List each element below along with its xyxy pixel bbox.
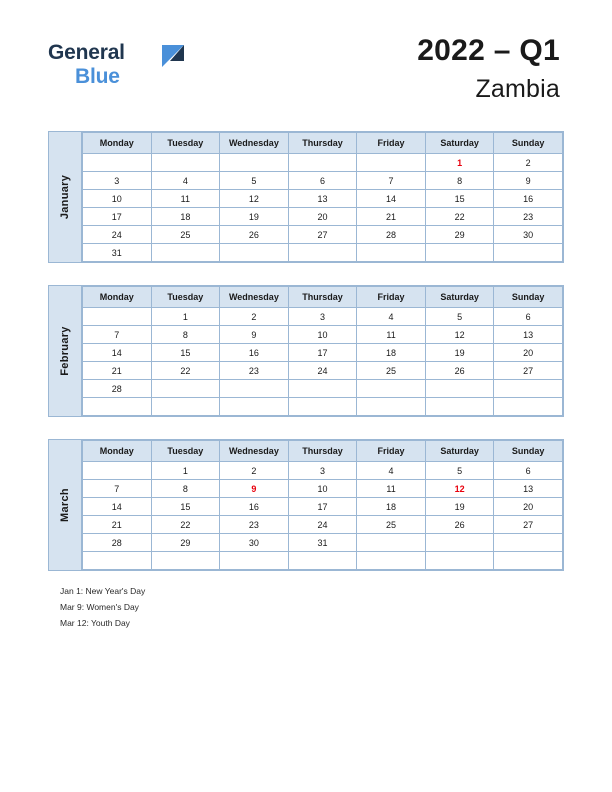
calendar-day-cell: 1 <box>425 154 494 172</box>
calendar-day-cell: 20 <box>494 498 563 516</box>
weekday-monday: Monday <box>83 441 152 462</box>
calendar-day-cell: 24 <box>83 226 152 244</box>
calendar-day-cell: 12 <box>425 326 494 344</box>
calendar-day-cell: 14 <box>357 190 426 208</box>
calendar-day-cell: 20 <box>288 208 357 226</box>
calendar-week-row <box>83 462 563 480</box>
calendar-week-row <box>83 380 563 398</box>
calendar-day-cell: 7 <box>357 172 426 190</box>
weekday-wednesday: Wednesday <box>220 441 289 462</box>
calendar-day-cell: 19 <box>425 498 494 516</box>
calendar-table-january <box>82 132 563 262</box>
calendar-empty-cell <box>288 398 357 416</box>
month-block-january <box>48 131 564 263</box>
calendar-day-cell: 13 <box>494 326 563 344</box>
calendar-empty-cell <box>151 244 220 262</box>
calendar-body <box>83 462 563 570</box>
calendar-day-cell: 28 <box>83 380 152 398</box>
calendar-day-cell: 3 <box>288 308 357 326</box>
weekday-friday: Friday <box>357 287 426 308</box>
calendar-week-row <box>83 498 563 516</box>
holiday-legend-item: Jan 1: New Year's Day <box>60 586 146 596</box>
calendar-empty-cell <box>151 154 220 172</box>
calendar-day-cell: 26 <box>425 516 494 534</box>
month-name: March <box>59 488 71 522</box>
page-title: 2022 – Q1 <box>417 34 560 67</box>
calendar-day-cell: 19 <box>425 344 494 362</box>
calendar-day-cell: 17 <box>288 498 357 516</box>
calendar-empty-cell <box>288 552 357 570</box>
calendar-day-cell: 2 <box>220 308 289 326</box>
calendar-day-cell: 30 <box>494 226 563 244</box>
calendar-day-cell: 22 <box>151 516 220 534</box>
month-label-march <box>49 440 82 570</box>
calendar-day-cell: 3 <box>288 462 357 480</box>
page-subtitle-country: Zambia <box>475 75 560 103</box>
page-title-block <box>417 34 560 104</box>
calendar-day-cell: 31 <box>288 534 357 552</box>
month-block-february <box>48 285 564 417</box>
calendar-day-cell: 8 <box>151 326 220 344</box>
calendar-empty-cell <box>357 380 426 398</box>
calendar-day-cell: 17 <box>288 344 357 362</box>
weekday-sunday: Sunday <box>494 441 563 462</box>
calendar-empty-cell <box>220 552 289 570</box>
calendar-week-row <box>83 398 563 416</box>
calendar-empty-cell <box>83 552 152 570</box>
calendar-empty-cell <box>83 308 152 326</box>
calendar-week-row <box>83 244 563 262</box>
calendar-day-cell: 6 <box>288 172 357 190</box>
month-block-march <box>48 439 564 571</box>
calendar-day-cell: 7 <box>83 326 152 344</box>
logo-text-general: General <box>48 41 125 64</box>
calendar-empty-cell <box>357 244 426 262</box>
calendar-empty-cell <box>425 552 494 570</box>
calendar-day-cell: 6 <box>494 462 563 480</box>
weekday-saturday: Saturday <box>425 441 494 462</box>
calendar-empty-cell <box>220 244 289 262</box>
calendar-empty-cell <box>83 462 152 480</box>
calendar-week-row <box>83 344 563 362</box>
calendar-day-cell: 12 <box>425 480 494 498</box>
calendar-empty-cell <box>425 244 494 262</box>
calendar-day-cell: 8 <box>425 172 494 190</box>
calendar-day-cell: 25 <box>151 226 220 244</box>
calendar-day-cell: 28 <box>357 226 426 244</box>
calendar-empty-cell <box>288 380 357 398</box>
calendar-day-cell: 12 <box>220 190 289 208</box>
calendar-empty-cell <box>288 244 357 262</box>
weekday-header-row <box>83 287 563 308</box>
calendar-empty-cell <box>220 154 289 172</box>
calendar-day-cell: 31 <box>83 244 152 262</box>
calendar-day-cell: 9 <box>220 480 289 498</box>
calendar-empty-cell <box>220 398 289 416</box>
calendar-day-cell: 29 <box>151 534 220 552</box>
calendar-empty-cell <box>357 154 426 172</box>
calendar-day-cell: 4 <box>151 172 220 190</box>
calendar-empty-cell <box>83 154 152 172</box>
calendar-empty-cell <box>151 398 220 416</box>
calendar-day-cell: 26 <box>425 362 494 380</box>
triangle-flag-mark-icon <box>160 43 186 69</box>
weekday-wednesday: Wednesday <box>220 287 289 308</box>
calendar-empty-cell <box>151 552 220 570</box>
calendar-day-cell: 26 <box>220 226 289 244</box>
holiday-legend-item: Mar 12: Youth Day <box>60 618 130 628</box>
calendar-day-cell: 10 <box>288 480 357 498</box>
weekday-header-row <box>83 133 563 154</box>
calendar-empty-cell <box>494 534 563 552</box>
weekday-monday: Monday <box>83 133 152 154</box>
weekday-friday: Friday <box>357 441 426 462</box>
weekday-thursday: Thursday <box>288 441 357 462</box>
weekday-saturday: Saturday <box>425 287 494 308</box>
calendar-empty-cell <box>357 534 426 552</box>
calendar-day-cell: 21 <box>83 362 152 380</box>
calendar-table-february <box>82 286 563 416</box>
calendar-body <box>83 308 563 416</box>
calendar-day-cell: 9 <box>494 172 563 190</box>
calendar-day-cell: 25 <box>357 516 426 534</box>
calendar-day-cell: 19 <box>220 208 289 226</box>
calendar-week-row <box>83 326 563 344</box>
month-label-february <box>49 286 82 416</box>
calendar-day-cell: 2 <box>494 154 563 172</box>
calendar-day-cell: 9 <box>220 326 289 344</box>
calendar-day-cell: 22 <box>151 362 220 380</box>
logo-text-blue: Blue <box>75 65 120 88</box>
calendar-day-cell: 11 <box>151 190 220 208</box>
calendar-week-row <box>83 190 563 208</box>
calendar-day-cell: 5 <box>425 308 494 326</box>
calendar-week-row <box>83 480 563 498</box>
calendar-day-cell: 30 <box>220 534 289 552</box>
calendar-week-row <box>83 516 563 534</box>
holiday-legend-item: Mar 9: Women's Day <box>60 602 139 612</box>
calendar-day-cell: 15 <box>151 498 220 516</box>
calendar-day-cell: 18 <box>151 208 220 226</box>
calendar-day-cell: 28 <box>83 534 152 552</box>
weekday-thursday: Thursday <box>288 287 357 308</box>
calendar-day-cell: 13 <box>494 480 563 498</box>
calendar-day-cell: 16 <box>220 498 289 516</box>
calendar-day-cell: 29 <box>425 226 494 244</box>
calendar-day-cell: 17 <box>83 208 152 226</box>
calendar-day-cell: 10 <box>83 190 152 208</box>
calendar-day-cell: 1 <box>151 308 220 326</box>
weekday-tuesday: Tuesday <box>151 441 220 462</box>
calendar-day-cell: 8 <box>151 480 220 498</box>
calendar-empty-cell <box>83 398 152 416</box>
calendar-empty-cell <box>220 380 289 398</box>
weekday-sunday: Sunday <box>494 287 563 308</box>
calendar-week-row <box>83 362 563 380</box>
calendar-day-cell: 22 <box>425 208 494 226</box>
calendar-day-cell: 24 <box>288 362 357 380</box>
calendar-day-cell: 10 <box>288 326 357 344</box>
calendar-day-cell: 15 <box>425 190 494 208</box>
calendar-day-cell: 27 <box>288 226 357 244</box>
calendar-day-cell: 14 <box>83 498 152 516</box>
weekday-sunday: Sunday <box>494 133 563 154</box>
calendar-day-cell: 16 <box>220 344 289 362</box>
calendar-empty-cell <box>151 380 220 398</box>
calendar-empty-cell <box>425 534 494 552</box>
month-label-january <box>49 132 82 262</box>
calendar-day-cell: 3 <box>83 172 152 190</box>
weekday-friday: Friday <box>357 133 426 154</box>
calendar-empty-cell <box>425 398 494 416</box>
calendar-day-cell: 2 <box>220 462 289 480</box>
calendar-day-cell: 4 <box>357 308 426 326</box>
calendar-day-cell: 23 <box>220 362 289 380</box>
calendar-day-cell: 21 <box>357 208 426 226</box>
calendar-day-cell: 6 <box>494 308 563 326</box>
calendar-empty-cell <box>494 552 563 570</box>
calendar-day-cell: 4 <box>357 462 426 480</box>
weekday-thursday: Thursday <box>288 133 357 154</box>
calendar-day-cell: 24 <box>288 516 357 534</box>
calendar-week-row <box>83 154 563 172</box>
calendar-week-row <box>83 308 563 326</box>
calendar-empty-cell <box>288 154 357 172</box>
general-blue-logo <box>48 40 248 90</box>
calendar-week-row <box>83 534 563 552</box>
calendar-day-cell: 11 <box>357 480 426 498</box>
weekday-monday: Monday <box>83 287 152 308</box>
calendar-week-row <box>83 208 563 226</box>
month-name: February <box>59 326 71 376</box>
weekday-tuesday: Tuesday <box>151 133 220 154</box>
calendar-day-cell: 7 <box>83 480 152 498</box>
calendar-day-cell: 23 <box>494 208 563 226</box>
calendar-week-row <box>83 552 563 570</box>
calendar-day-cell: 5 <box>425 462 494 480</box>
calendar-empty-cell <box>494 380 563 398</box>
calendar-day-cell: 18 <box>357 344 426 362</box>
weekday-wednesday: Wednesday <box>220 133 289 154</box>
calendar-day-cell: 5 <box>220 172 289 190</box>
holiday-legend <box>60 583 460 631</box>
calendar-empty-cell <box>494 244 563 262</box>
weekday-header-row <box>83 441 563 462</box>
calendar-day-cell: 27 <box>494 362 563 380</box>
calendar-week-row <box>83 226 563 244</box>
calendar-day-cell: 18 <box>357 498 426 516</box>
calendar-table-march <box>82 440 563 570</box>
weekday-saturday: Saturday <box>425 133 494 154</box>
calendar-empty-cell <box>357 398 426 416</box>
calendar-day-cell: 21 <box>83 516 152 534</box>
calendar-day-cell: 13 <box>288 190 357 208</box>
calendar-empty-cell <box>425 380 494 398</box>
calendar-day-cell: 16 <box>494 190 563 208</box>
calendar-day-cell: 20 <box>494 344 563 362</box>
calendar-day-cell: 23 <box>220 516 289 534</box>
calendar-body <box>83 154 563 262</box>
calendar-week-row <box>83 172 563 190</box>
weekday-tuesday: Tuesday <box>151 287 220 308</box>
calendar-day-cell: 25 <box>357 362 426 380</box>
calendar-empty-cell <box>494 398 563 416</box>
calendar-day-cell: 15 <box>151 344 220 362</box>
month-name: January <box>59 174 71 220</box>
calendar-empty-cell <box>357 552 426 570</box>
calendar-day-cell: 11 <box>357 326 426 344</box>
calendar-day-cell: 1 <box>151 462 220 480</box>
calendar-day-cell: 14 <box>83 344 152 362</box>
calendar-day-cell: 27 <box>494 516 563 534</box>
